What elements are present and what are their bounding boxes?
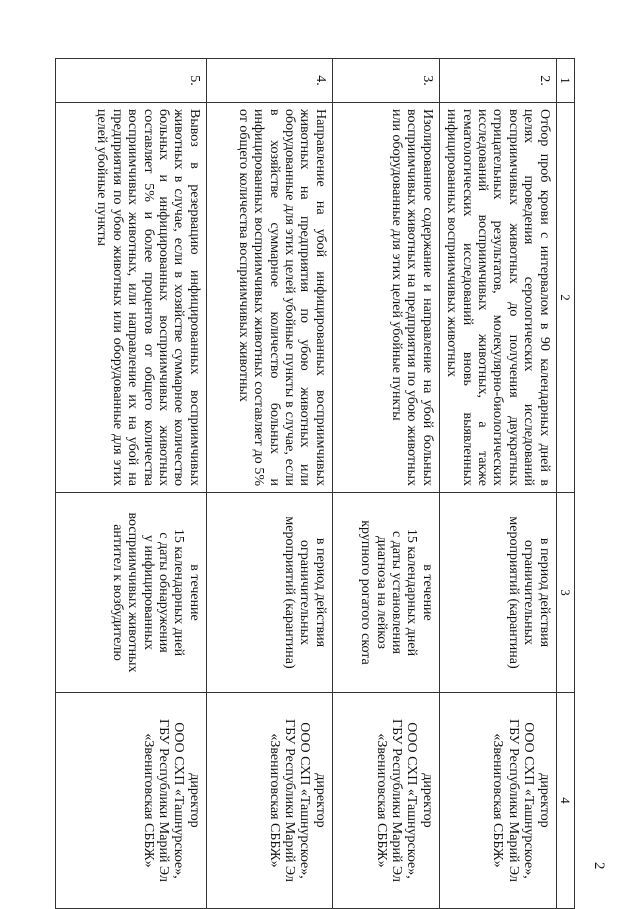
table-header-row [556,59,574,909]
deadline-text: в период действия ограничительных мероприятий (карантина) [439,493,556,693]
deadline-text: в течение 15 календарных дней с даты обнаружения у инфицированных восприимчивых животных антител к возбудителю [55,493,206,693]
row-number: 3. [332,59,439,103]
deadline-text: в период действия ограничительных мероприятий (карантина) [206,493,332,693]
table-row [332,59,439,909]
row-number: 2. [439,59,556,103]
responsible-text: директор ООО СХП «Ташнурское», ГБУ Республики Марий Эл «Звениговская СББЖ» [206,693,332,909]
row-number: 5. [55,59,206,103]
measure-text: Направление на убой инфицированных восприимчивых животных на предприятия по убою животных или оборудованные для этих целей убойные пункты в случае, если в хозяйстве суммарное количество больных и инфицированных восприимчивых животных составляет до 5% от общего количества восприимчивых животных [206,103,332,493]
table-row [55,59,206,909]
column-number-3: 3 [556,493,574,693]
table-row [206,59,332,909]
column-number-1: 1 [556,59,574,103]
deadline-text: в течение 15 календарных дней с даты установления диагноза на лейкоз крупного рогатого скота [332,493,439,693]
page-number: 2 [591,862,607,870]
row-number: 4. [206,59,332,103]
measure-text: Изолированное содержание и направление на убой больных восприимчивых животных на предприятия по убою животных или оборудованные для этих целей убойные пункты [332,103,439,493]
responsible-text: директор ООО СХП «Ташнурское», ГБУ Республики Марий Эл «Звениговская СББЖ» [439,693,556,909]
responsible-text: директор ООО СХП «Ташнурское», ГБУ Республики Марий Эл «Звениговская СББЖ» [55,693,206,909]
column-number-2: 2 [556,103,574,493]
measure-text: Вывоз в резервацию инфицированных восприимчивых животных в случае, если в хозяйстве суммарное количество больных и инфицированных восприимчивых животных составляет 5% и более процентов от общего количества восприимчивых животных, или направление их на убой на предприятия по убою животных или оборудованные для этих целей убойные пункты [55,103,206,493]
table-row [439,59,556,909]
measure-text: Отбор проб крови с интервалом в 90 календарных дней в целях проведения серологических исследований восприимчивых животных до получения двукратных отрицательных результатов, молекулярно-биологических исследований восприимчивых животных, а также гематологических исследований вновь выявленных инфицированных восприимчивых животных [439,103,556,493]
responsible-text: директор ООО СХП «Ташнурское», ГБУ Республики Марий Эл «Звениговская СББЖ» [332,693,439,909]
column-number-4: 4 [556,693,574,909]
measures-table [55,58,575,909]
